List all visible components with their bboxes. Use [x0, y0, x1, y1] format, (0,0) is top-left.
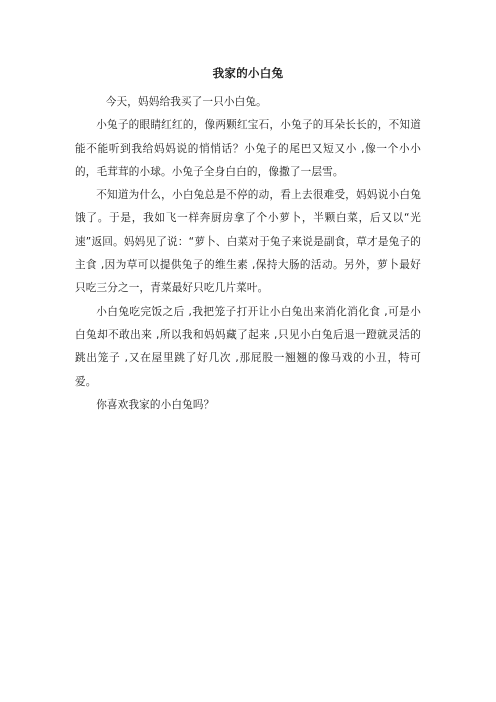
document-body	[75, 91, 421, 417]
paragraph-rabbit-appearance: 小兔子的眼睛红红的，像两颗红宝石，小兔子的耳朵长长的，不知道能不能听到我给妈妈说的悄悄话？小兔子的尾巴又短又小 ,像一个小小的，毛茸茸的小球。小兔子全身白白的，像撒了一层雪。	[75, 119, 421, 178]
paragraph-feeding: 不知道为什么，小白兔总是不停的动，看上去很难受，妈妈说小白兔饿了。于是，我如飞一样奔厨房拿了个小萝卜，半颗白菜，后又以“光速”返回。妈妈见了说：“萝卜、白菜对于兔子来说是副食，草才是兔子的主食 ,因为草可以提供兔子的维生素 ,保持大肠的活动。另外，萝卜最好只吃三分之一，青菜最好只吃几片菜叶。	[75, 189, 421, 295]
paragraph-closing-question: 你喜欢我家的小白兔吗？	[96, 398, 215, 411]
paragraph-intro: 今天，妈妈给我买了一只小白兔。	[105, 96, 267, 108]
paragraph-play: 小白兔吃完饭之后 ,我把笼子打开让小白兔出来消化消化食 ,可是小白兔却不敢出来 ,所以我和妈妈藏了起来 ,只见小白兔后退一蹬就灵活的跳出笼子 ,又在屋里跳了好几次 ,那屁股一翘翘的像马戏的小丑，特可爱。	[75, 305, 421, 388]
document-title: 我家的小白兔	[212, 66, 284, 80]
